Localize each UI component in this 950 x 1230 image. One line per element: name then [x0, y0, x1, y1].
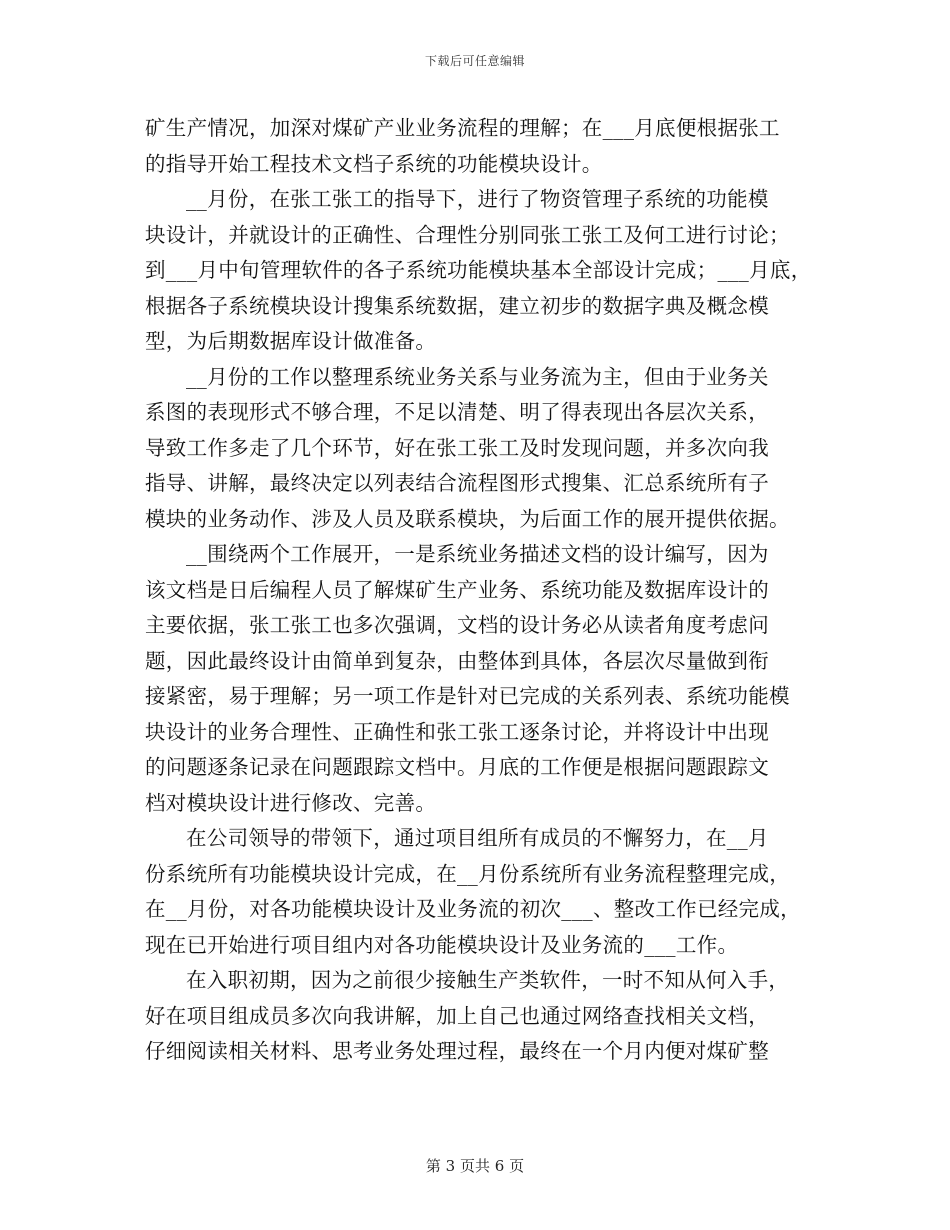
text-line: 的指导开始工程技术文档子系统的功能模块设计。 [145, 151, 603, 176]
page-header: 下载后可任意编辑 [424, 54, 525, 68]
text-line: 到___月中旬管理软件的各子系统功能模块基本全部设计完成；___月底， [145, 258, 812, 282]
text-line: 现在已开始进行项目组内对各功能模块设计及业务流的___工作。 [145, 932, 739, 957]
paragraph-first-line: __月份，在张工张工的指导下，进行了物资管理子系统的功能模 [186, 187, 769, 211]
paragraph-first-line: __月份的工作以整理系统业务关系与业务流为主，但由于业务关 [186, 364, 769, 389]
text-line: 接紧密，易于理解；另一项工作是针对已完成的关系列表、系统功能模 [145, 684, 790, 708]
paragraph-first-line: __围绕两个工作展开，一是系统业务描述文档的设计编写，因为 [186, 542, 769, 566]
page-footer: 第 3 页共 6 页 [425, 1157, 525, 1175]
text-line: 题，因此最终设计由简单到复杂，由整体到具体，各层次尽量做到衔 [145, 648, 769, 673]
text-line: 指导、讲解，最终决定以列表结合流程图形式搜集、汇总系统所有子 [145, 471, 769, 495]
text-line: 块设计，并就设计的正确性、合理性分别同张工张工及何工进行讨论； [145, 222, 790, 247]
paragraph-first-line: 在入职初期，因为之前很少接触生产类软件，一时不知从何入手， [186, 968, 790, 992]
text-line: 模块的业务动作、涉及人员及联系模块，为后面工作的展开提供依据。 [145, 506, 790, 531]
text-line: 块设计的业务合理性、正确性和张工张工逐条讨论，并将设计中出现 [145, 719, 769, 744]
text-line: 的问题逐条记录在问题跟踪文档中。月底的工作便是根据问题跟踪文 [145, 755, 769, 779]
text-line: 在__月份，对各功能模块设计及业务流的初次___、整改工作已经完成， [145, 897, 801, 921]
text-line: 好在项目组成员多次向我讲解，加上自己也通过网络查找相关文档， [145, 1003, 769, 1028]
text-line: 份系统所有功能模块设计完成，在__月份系统所有业务流程整理完成， [145, 861, 791, 886]
text-line: 档对模块设计进行修改、完善。 [145, 790, 437, 815]
text-line: 该文档是日后编程人员了解煤矿生产业务、系统功能及数据库设计的 [145, 577, 769, 602]
text-line: 根据各子系统模块设计搜集系统数据，建立初步的数据字典及概念模 [145, 293, 769, 318]
document-body [145, 111, 810, 1070]
text-line: 型，为后期数据库设计做准备。 [145, 329, 437, 353]
text-line: 仔细阅读相关材料、思考业务处理过程，最终在一个月内便对煤矿整 [145, 1039, 769, 1063]
text-line: 矿生产情况，加深对煤矿产业业务流程的理解；在___月底便根据张工 [145, 116, 780, 140]
text-line: 系图的表现形式不够合理，不足以清楚、明了得表现出各层次关系， [145, 400, 769, 424]
text-line: 主要依据，张工张工也多次强调，文档的设计务必从读者角度考虑问 [145, 613, 769, 637]
paragraph-first-line: 在公司领导的带领下，通过项目组所有成员的不懈努力，在__月 [186, 826, 769, 850]
text-line: 导致工作多走了几个环节，好在张工张工及时发现问题，并多次向我 [145, 435, 769, 460]
